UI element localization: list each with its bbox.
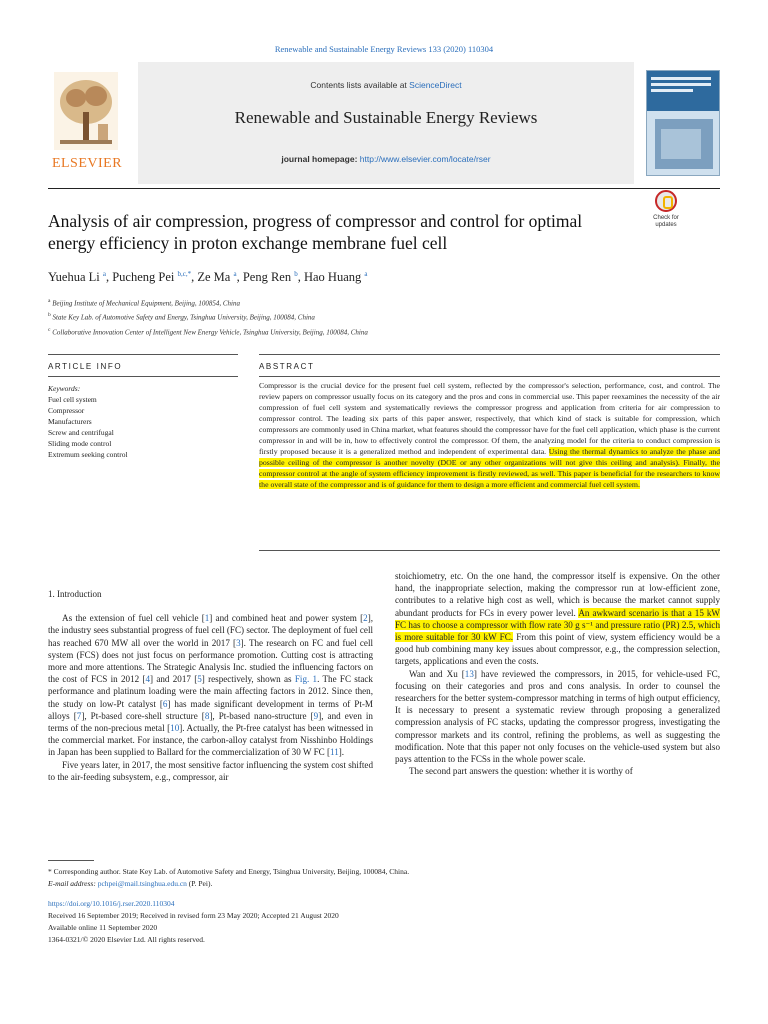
check-updates-icon <box>655 190 677 212</box>
masthead <box>48 62 720 184</box>
paragraph: stoichiometry, etc. On the one hand, the compressor itself is expensive. On the other hand, the inappropriate selection, making the compressor run at low-efficient zone, contributes to a relative high cost as well, which is because the market cannot supply abundant products for FCs in every power level. An awkward scenario is that a 15 kW FC has to choose a compressor with flow rate 30 g s⁻¹ and pressure ratio (PR) 2.5, which is more suitable for 30 kW FC. From this point of view, system efficiency would be a good hub combining many key issues about compressor, e.g., the compression selection, targets, applications and even the costs. <box>395 571 720 667</box>
badge-line2: updates <box>655 222 677 228</box>
journal-reference[interactable]: Renewable and Sustainable Energy Reviews 133 (2020) 110304 <box>274 44 494 54</box>
received-dates: Received 16 September 2019; Received in revised form 23 May 2020; Accepted 21 August 2020 <box>48 911 339 920</box>
author-affil-sup[interactable]: a <box>102 270 106 278</box>
homepage-label: journal homepage: <box>281 154 360 164</box>
author-name[interactable]: Peng Ren <box>242 270 292 285</box>
keyword: Manufacturers <box>48 417 92 426</box>
affiliation: $^c$ Collaborative Innovation Center of Intelligent New Energy Vehicle, Tsinghua University, Beijing, 100084, China <box>48 326 368 336</box>
keyword: Sliding mode control <box>48 439 112 448</box>
keyword: Screw and centrifugal <box>48 428 114 437</box>
abstract-text <box>259 381 720 491</box>
sciencedirect-link[interactable]: ScienceDirect <box>409 80 462 90</box>
paragraph: The second part answers the question: whether it is worthy of <box>409 766 633 777</box>
journal-homepage <box>138 154 634 164</box>
paragraph: Wan and Xu [13] have reviewed the compressors, in 2015, for vehicle-used FC, focusing on their categories and pros and cons analysis. In order to counsel the researchers for the better system-compressor matching in terms of high output efficiency, It is necessary to present a systematic review through proposing a generalized compression analysis of FC stacks, updating the compressor progress, investigating the compressor markets and its control, refining the problems, as well as suggesting the modification. Note that this paper not only focuses on the vehicle-used system but also pays attention to the FCSs in the whole power scale. <box>395 668 720 765</box>
elsevier-logo[interactable] <box>48 70 124 174</box>
abstract-bottom-rule <box>259 550 720 551</box>
citation-link[interactable]: 1 <box>204 613 210 624</box>
contents-line <box>138 80 634 90</box>
citation-link[interactable]: 2 <box>363 613 368 624</box>
contents-prefix: Contents lists available at <box>310 80 410 90</box>
corresponding-author-note: * Corresponding author. State Key Lab. of Automotive Safety and Energy, Tsinghua University, Beijing, 100084, China. <box>48 867 410 876</box>
author-name[interactable]: Hao Huang <box>303 270 362 285</box>
elsevier-tree-icon <box>54 72 118 150</box>
author-name[interactable]: Ze Ma <box>197 270 231 285</box>
elsevier-wordmark: ELSEVIER <box>51 156 123 171</box>
masthead-rule <box>48 188 720 189</box>
body-left-column <box>48 588 373 783</box>
available-online: Available online 11 September 2020 <box>48 923 158 932</box>
body-right-column <box>395 570 720 777</box>
abstract-highlight: Using the thermal dynamics to analyze the phase and possible ceiling of the compressor is another novelty (DOE or any other organizations will not give this ceiling and analysis). Finally, the compressor control at the angle of system efficiency improvement is firstly reviewed, as well. This paper is beneficial for the researchers to know the overall state of the compressor and is of guidance for them to design a more efficient and commercial fuel cell system. <box>259 446 720 489</box>
footnotes <box>48 866 720 890</box>
section-heading: 1. Introduction <box>48 589 102 599</box>
author-affil-sup[interactable]: b,c,* <box>177 270 192 278</box>
email-link[interactable]: pchpei@mail.tsinghua.edu.cn <box>97 879 187 888</box>
journal-name: Renewable and Sustainable Energy Reviews <box>234 108 538 127</box>
masthead-center <box>138 62 634 184</box>
citation-link[interactable]: 11 <box>330 747 339 758</box>
copyright: 1364-0321/© 2020 Elsevier Ltd. All rights reserved. <box>48 935 205 944</box>
doi-link[interactable]: https://doi.org/10.1016/j.rser.2020.110304 <box>48 899 175 908</box>
figure-link[interactable]: Fig. 1 <box>294 674 318 685</box>
keyword: Fuel cell system <box>48 395 97 404</box>
homepage-link[interactable]: http://www.elsevier.com/locate/rser <box>359 154 491 164</box>
citation-link[interactable]: 8 <box>204 710 210 721</box>
keywords-block <box>48 383 238 460</box>
keyword: Extremum seeking control <box>48 450 128 459</box>
abstract-plain: Compressor is the crucial device for the present fuel cell system, reflected by the compressor's selection, performance, cost, and control. The review papers on compressor usually focus on its category and the pros and cons in commercial use. This paper reexamines the necessity of the air compression of fuel cell system and systematically reviews the compressor progress and application from criteria for air compression to compressor control. The leading six parts of this paper answer, respectively, that which kind of stack is suitable for compression, which compressors are commonly used in China market, what features should the compressor have for the fuel cell application, which phase is the current compressor in and will be in, how to effectively control the compressor. Of them, the analyzing model for the criteria to conduct compression is firstly proposed because it is a generalized method and independent of experimental data. <box>259 381 720 456</box>
citation-link[interactable]: 5 <box>197 674 202 685</box>
author-name[interactable]: Yuehua Li <box>48 270 100 285</box>
affiliations <box>48 295 648 338</box>
author-affil-sup[interactable]: a <box>233 270 237 278</box>
paragraph: As the extension of fuel cell vehicle [1] and combined heat and power system [2], the industry sees substantial progress of fuel cell (FC) sector. The deployment of fuel cell has reached 670 MW all over the world in 2017 [3]. The research on FC and fuel cell system (FCS) does not just focus on performance promotion. Cutting cost is attracting more and more attentions. The Strategic Analysis Inc. studied the influencing factors on the cost of FCS in 2012 [4] and 2017 [5] respectively, shown as Fig. 1. The FC stack performance and platinum loading were the main affecting factors in 2012. Since then, the study on low-Pt catalyst [6] has made significant development in terms of Pt-M alloys [7], Pt-based core-shell structure [8], Pt-based nano-structure [9], and even in terms of the non-precious metal [10]. Actually, the Pt-free catalyst has been witnessed in the commercial market. For instance, the carbon-alloy catalyst from Nisshinbo Holdings in Japan has been supplied to Ballard for the commercialization of 30 W FC [11]. <box>48 613 374 758</box>
footnote-rule <box>48 860 94 861</box>
citation-link[interactable]: 13 <box>464 668 474 679</box>
paragraph: Five years later, in 2017, the most sensitive factor influencing the system cost shifted to the air-feeding subsystem, e.g., compressor, air <box>48 759 373 782</box>
citation-link[interactable]: 3 <box>236 637 241 648</box>
highlighted-text: An awkward scenario is that a 15 kW FC has to choose a compressor with flow rate 30 g s⁻¹ and pressure ratio (PR) 2.5, which is more suitable for 30 kW FC. <box>395 607 720 643</box>
abstract-heading: ABSTRACT <box>259 362 315 371</box>
citation-link[interactable]: 4 <box>145 674 151 685</box>
author-name[interactable]: Pucheng Pei <box>112 270 175 285</box>
affiliation: $^b$ State Key Lab. of Automotive Safety and Energy, Tsinghua University, Beijing, 100084, China <box>48 312 315 322</box>
journal-cover-thumbnail[interactable] <box>646 70 720 176</box>
citation-link[interactable]: 6 <box>162 698 168 709</box>
abstract-rule-2 <box>259 376 720 377</box>
check-for-updates-badge[interactable] <box>646 190 686 238</box>
citation-link[interactable]: 7 <box>76 710 82 721</box>
article-info-rule-2 <box>48 376 238 377</box>
abstract-rule <box>259 354 720 355</box>
author-affil-sup[interactable]: a <box>364 270 368 278</box>
citation-link[interactable]: 9 <box>313 710 319 721</box>
article-info-heading: ARTICLE INFO <box>48 362 123 371</box>
citation-link[interactable]: 10 <box>170 723 180 734</box>
badge-line1: Check for <box>653 215 679 221</box>
author-affil-sup[interactable]: b <box>294 270 298 278</box>
article-title: Analysis of air compression, progress of compressor and control for optimal energy efficiency in proton exchange membrane fuel cell <box>48 211 583 253</box>
author-list: Yuehua Li $^a$, Pucheng Pei $^{b,c,*}$, Ze Ma $^a$, Peng Ren $^b$, Hao Huang $^a$ <box>48 270 368 285</box>
affiliation: $^a$ Beijing Institute of Mechanical Equipment, Beijing, 100854, China <box>48 298 241 308</box>
keyword: Compressor <box>48 406 85 415</box>
article-info-rule <box>48 354 238 355</box>
keywords-label: Keywords: <box>48 384 81 393</box>
article-metadata <box>48 898 720 946</box>
email-line: E-mail address: pchpei@mail.tsinghua.edu.cn (P. Pei). <box>48 879 213 888</box>
